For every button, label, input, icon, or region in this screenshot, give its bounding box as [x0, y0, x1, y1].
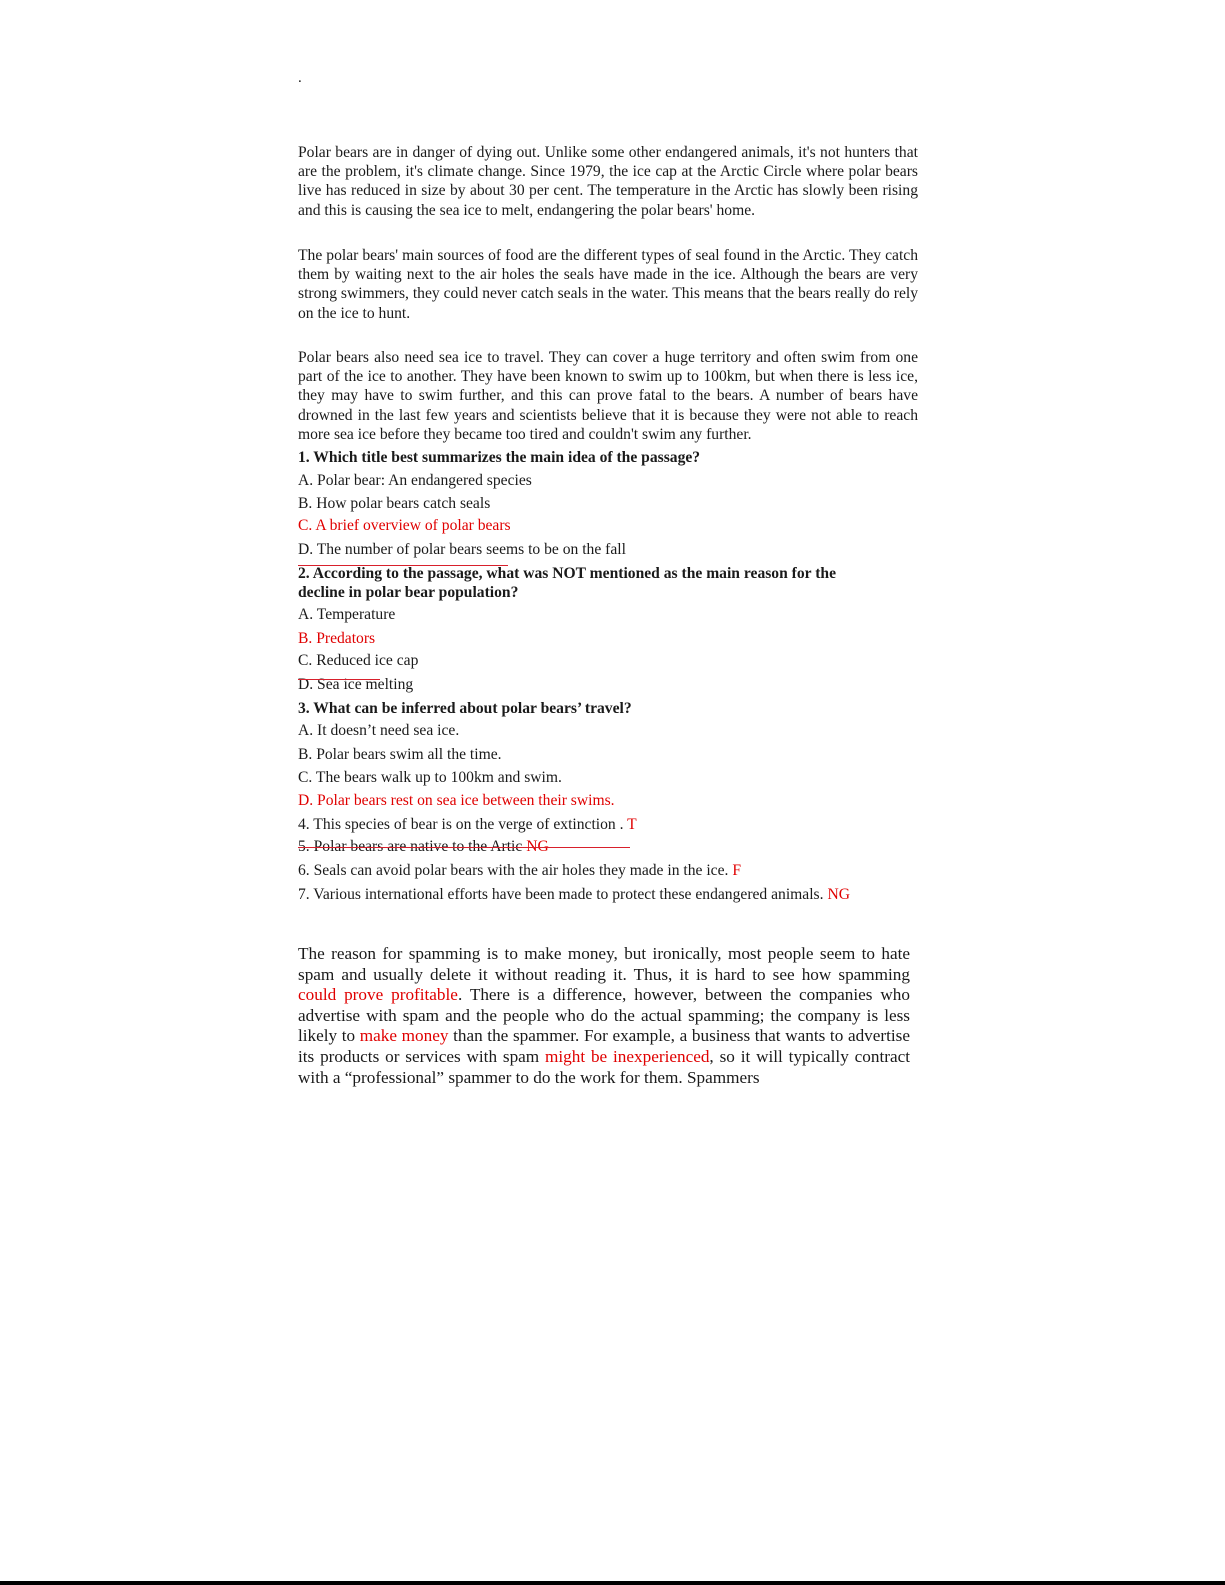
q2-option-c: C. Reduced ice cap	[298, 652, 419, 669]
statement-5-strike-mark	[298, 847, 630, 848]
q3-option-d-answer: D. Polar bears rest on sea ice between their swims.	[298, 792, 615, 809]
bottom-rule	[0, 1581, 1225, 1585]
q2-option-d-strike-mark	[298, 679, 380, 680]
q3-option-c: C. The bears walk up to 100km and swim.	[298, 769, 562, 786]
q1-option-b: B. How polar bears catch seals	[298, 495, 491, 512]
statement-6-text: 6. Seals can avoid polar bears with the air holes they made in the ice.	[298, 862, 733, 879]
q1-option-d: D. The number of polar bears seems to be on the fall	[298, 541, 626, 558]
statement-4-mark: T	[627, 816, 637, 833]
statement-7-text: 7. Various international efforts have been made to protect these endangered animals.	[298, 886, 828, 903]
question-2-line-2: decline in polar bear population?	[298, 584, 519, 601]
question-1: 1. Which title best summarizes the main idea of the passage?	[298, 449, 701, 466]
stray-dot: .	[298, 70, 302, 86]
statement-5-mark: NG	[526, 838, 549, 855]
q1-option-c-answer: C. A brief overview of polar bears	[298, 517, 511, 534]
spam-passage-text-3: than the spammer. For example, a business that wants to advertise its products or services with spam	[298, 1026, 910, 1066]
spam-passage-text-4: , so it will typically contract with a “professional” spammer to do the work for them. Spammers	[298, 1046, 910, 1087]
passage-paragraph-1: Polar bears are in danger of dying out. Unlike some other endangered animals, it's not hunters that are the problem, it's climate change. Since 1979, the ice cap at the Arctic Circle where polar bears live has reduced in size by about 30 per cent. The temperature in the Arctic has slowly been rising and this is causing the sea ice to melt, endangering the polar bears' home.	[298, 144, 918, 219]
statement-4	[298, 815, 637, 834]
spam-passage-text-2: . There is a difference, however, between the companies who advertise with spam and the people who do the actual spamming; the company is less likely to	[298, 985, 910, 1046]
spam-highlight-1: could prove profitable	[298, 985, 458, 1005]
statement-4-text: 4. This species of bear is on the verge of extinction .	[298, 816, 628, 833]
q1-option-a: A. Polar bear: An endangered species	[298, 472, 532, 489]
passage-paragraph-2: The polar bears' main sources of food are the different types of seal found in the Arctic. They catch them by waiting next to the air holes the seals have made in the ice. Although the bears are very strong swimmers, they could never catch seals in the water. This means that the bears really do rely on the ice to hunt.	[298, 247, 918, 322]
q3-option-a: A. It doesn’t need sea ice.	[298, 722, 460, 739]
spam-highlight-2: make money	[359, 1026, 449, 1046]
spam-highlight-3: might be inexperienced	[545, 1046, 710, 1066]
q2-option-a: A. Temperature	[298, 606, 396, 623]
statement-7	[298, 885, 850, 904]
statement-7-mark: NG	[827, 886, 850, 903]
statement-6-mark: F	[732, 862, 742, 879]
question-3: 3. What can be inferred about polar bears’ travel?	[298, 700, 632, 717]
q2-option-d: D. Sea ice melting	[298, 676, 414, 693]
q3-option-b: B. Polar bears swim all the time.	[298, 746, 502, 763]
spam-passage-text-1: The reason for spamming is to make money, but ironically, most people seem to hate spam and usually delete it without reading it. Thus, it is hard to see how spamming	[298, 944, 910, 984]
passage-paragraph-3: Polar bears also need sea ice to travel. They can cover a huge territory and often swim from one part of the ice to another. They have been known to swim up to 100km, but when there is less ice, they may have to swim further, and this can prove fatal to the bears. A number of bears have drowned in the last few years and scientists believe that it is because they were not able to reach more sea ice before they became too tired and couldn't swim any further.	[298, 349, 918, 443]
q2-option-b-answer: B. Predators	[298, 630, 376, 647]
question-2-line-1: 2. According to the passage, what was NOT mentioned as the main reason for the	[298, 565, 836, 582]
spam-passage	[298, 944, 910, 1088]
statement-6	[298, 861, 741, 880]
statement-5-text: 5. Polar bears are native to the Artic	[298, 838, 527, 855]
